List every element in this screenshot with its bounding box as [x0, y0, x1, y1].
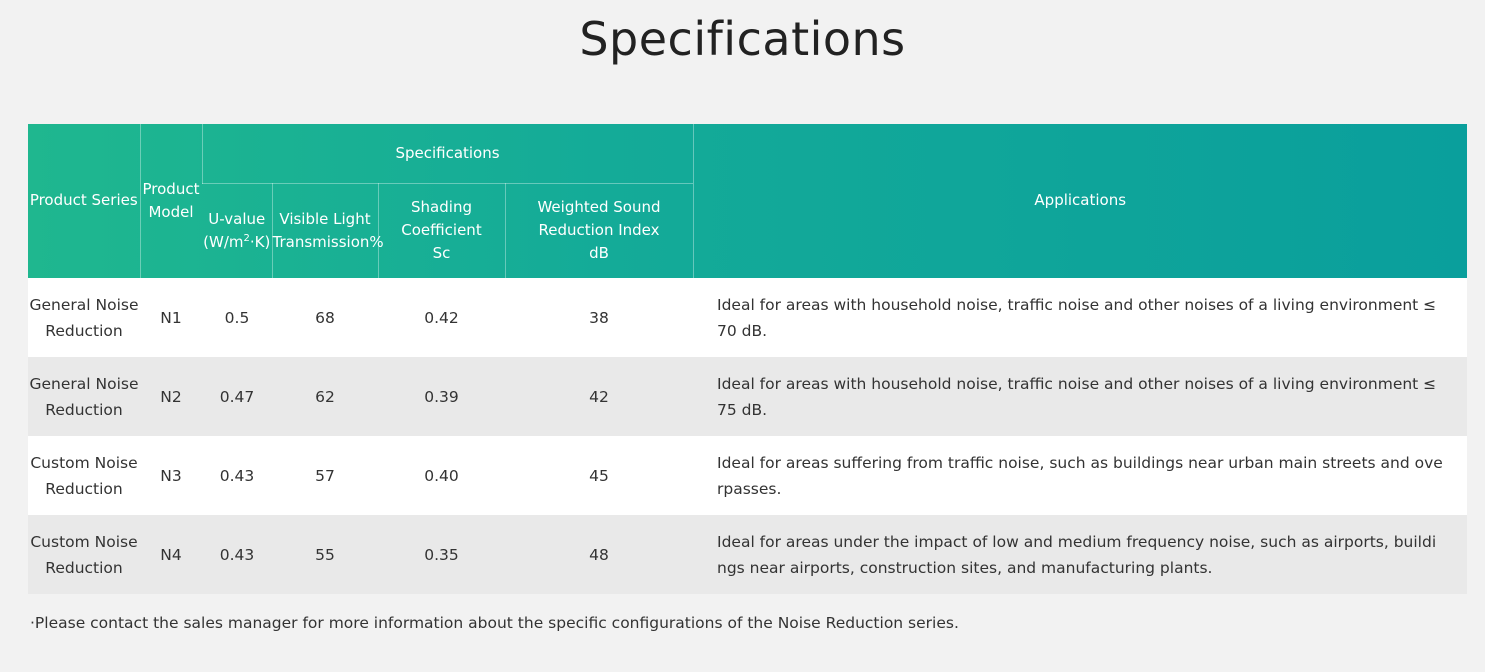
cell-series: General Noise Reduction — [29, 295, 139, 340]
cell-u-value: 0.5 — [224, 308, 250, 327]
page-title: Specifications — [579, 12, 906, 66]
header-visible-light: Visible Light Transmission% — [272, 183, 378, 278]
header-applications: Applications — [693, 124, 1467, 278]
cell-model: N1 — [160, 308, 182, 327]
header-shading-coefficient: Shading Coefficient Sc — [378, 183, 505, 278]
header-u-value-unit: $(W/m^2\cdot K)$ — [203, 232, 271, 251]
header-specifications-group: Specifications — [202, 124, 693, 183]
cell-application: Ideal for areas under the impact of low and medium frequency noise, such as airports, buildings near airports, construction sites, and manufacturing plants. — [717, 532, 1437, 577]
table-header — [28, 124, 1467, 278]
footnote: ·Please contact the sales manager for more information about the specific configurations of the Noise Reduction series. — [30, 614, 959, 632]
cell-visible-light: 55 — [315, 545, 335, 564]
cell-u-value: 0.43 — [219, 545, 255, 564]
cell-sound: 48 — [589, 545, 609, 564]
cell-model: N3 — [160, 466, 182, 485]
cell-application: Ideal for areas with household noise, traffic noise and other noises of a living environment ≤75 dB. — [717, 374, 1437, 419]
cell-series: Custom Noise Reduction — [30, 532, 138, 577]
cell-u-value: 0.43 — [219, 466, 255, 485]
header-u-value — [202, 183, 272, 278]
cell-visible-light: 62 — [315, 387, 335, 406]
cell-series: General Noise Reduction — [29, 374, 139, 419]
cell-visible-light: 57 — [315, 466, 335, 485]
table-row — [28, 357, 1467, 436]
cell-shading: 0.39 — [424, 387, 459, 406]
cell-visible-light: 68 — [315, 308, 335, 327]
cell-sound: 38 — [589, 308, 609, 327]
table-row — [28, 515, 1467, 594]
header-weighted-sound: Weighted Sound Reduction Index dB — [505, 183, 693, 278]
header-u-value-label: U-value — [208, 209, 266, 228]
table-body — [28, 278, 1467, 594]
table-row — [28, 436, 1467, 515]
specifications-table — [28, 124, 1467, 594]
cell-u-value: 0.47 — [219, 387, 255, 406]
cell-shading: 0.35 — [424, 545, 459, 564]
cell-model: N2 — [160, 387, 182, 406]
table-row — [28, 278, 1467, 357]
cell-model: N4 — [160, 545, 182, 564]
cell-sound: 45 — [589, 466, 609, 485]
cell-series: Custom Noise Reduction — [30, 453, 138, 498]
cell-sound: 42 — [589, 387, 609, 406]
header-product-series: Product Series — [28, 124, 140, 278]
cell-shading: 0.40 — [424, 466, 459, 485]
cell-shading: 0.42 — [424, 308, 459, 327]
header-product-model: Product Model — [140, 124, 202, 278]
cell-application: Ideal for areas with household noise, traffic noise and other noises of a living environment ≤70 dB. — [717, 295, 1437, 340]
cell-application: Ideal for areas suffering from traffic noise, such as buildings near urban main streets and overpasses. — [717, 453, 1443, 498]
